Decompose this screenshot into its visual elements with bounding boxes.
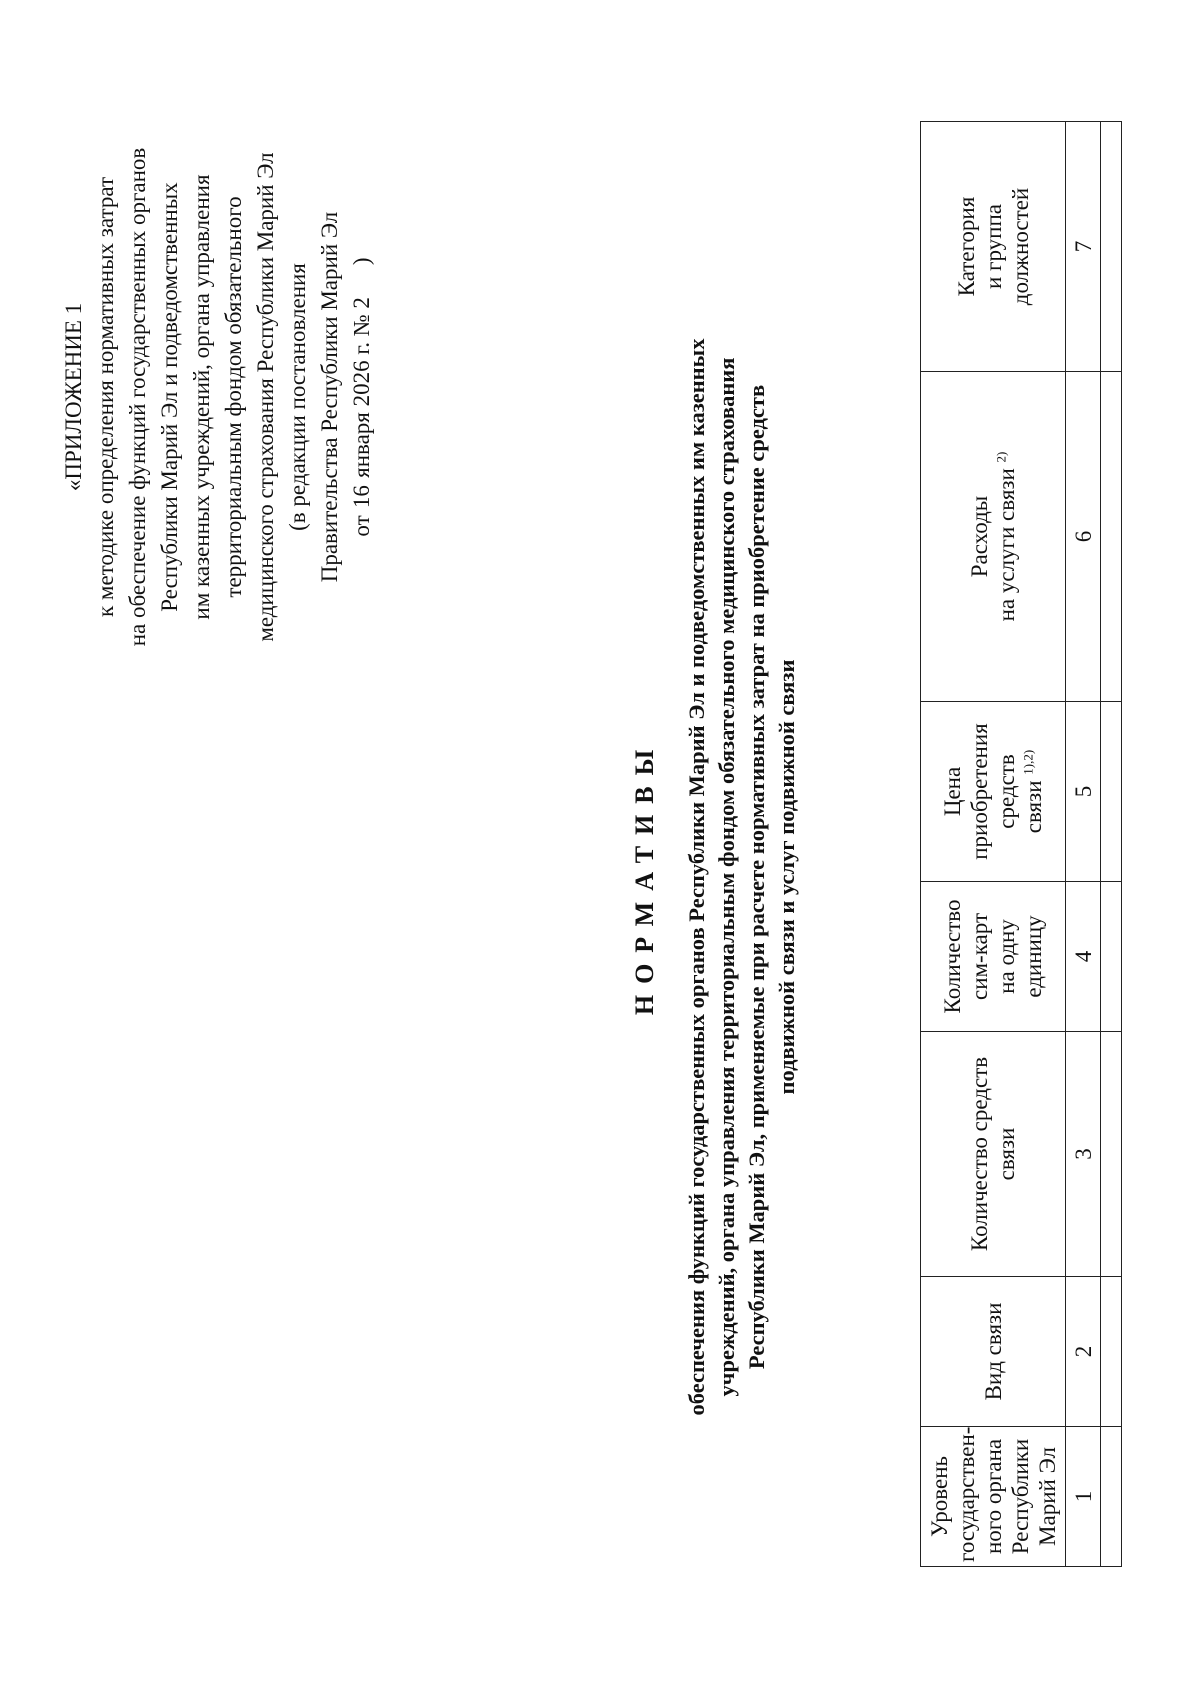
appendix-line: территориальным фондом обязательного [221,196,246,598]
date-prefix: от [349,515,374,537]
appendix-line: медицинского страхования Республики Марий Эл [253,152,278,642]
subtitle-line: учреждений, органа управления территориальным фондом обязательного медицинского страхования [714,357,739,1397]
table-row [1101,122,1122,1567]
header-cell-sim-count: Количество сим-карт на одну единицу [921,882,1066,1032]
column-number: 6 [1066,372,1101,702]
table-header-row [921,122,1066,1567]
subtitle-line: обеспечения функций государственных органов Республики Марий Эл и подведомственных им казенных [684,338,709,1416]
appendix-line: (в редакции постановления [285,263,310,531]
column-number: 1 [1066,1427,1101,1567]
column-number: 4 [1066,882,1101,1032]
column-number: 5 [1066,702,1101,882]
appendix-line: на обеспечение функций государственных органов [125,147,150,647]
header-cell-category: Категория и группа должностей [921,122,1066,372]
appendix-date-line [346,127,378,667]
header-cell-expenses: Расходы на услуги связи $^{2)}$ [921,372,1066,702]
header-cell-level: Уровень государствен- ного органа Республики Марий Эл [921,1427,1066,1567]
column-number: 3 [1066,1032,1101,1277]
header-cell-type: Вид связи [921,1277,1066,1427]
decree-number: 2 [349,297,374,309]
appendix-line: Правительства Республики Марий Эл [317,211,342,583]
appendix-line: к методике определения нормативных затрат [93,177,118,617]
header-cell-device-count: Количество средств связи [921,1032,1066,1277]
column-number: 7 [1066,122,1101,372]
date-day: 16 [349,485,374,509]
date-month-year: января 2026 г. № [349,314,374,478]
column-number: 2 [1066,1277,1101,1427]
subtitle-line: подвижной связи и услуг подвижной связи [774,659,799,1095]
appendix-line: Республики Марий Эл и подведомственных [157,182,182,612]
header-cell-price: Цена приобретения средств связи $^{1),2)}$ [921,702,1066,882]
appendix-block [58,127,378,667]
footnote-marker: 2) [993,451,1009,463]
title-subtitle [682,137,802,1617]
table-column-numbers-row [1066,122,1101,1567]
subtitle-line: Республики Марий Эл, применяемые при расчете нормативных затрат на приобретение средств [744,384,769,1370]
close-paren: ) [349,257,374,266]
footnote-marker: 1),2) [1020,749,1036,775]
appendix-line: им казенных учреждений, органа управления [189,174,214,620]
title-main: НОРМАТИВЫ [630,738,659,1016]
appendix-line: «ПРИЛОЖЕНИЕ 1 [61,302,86,492]
norms-table [920,121,1122,1567]
document-title [630,137,802,1617]
